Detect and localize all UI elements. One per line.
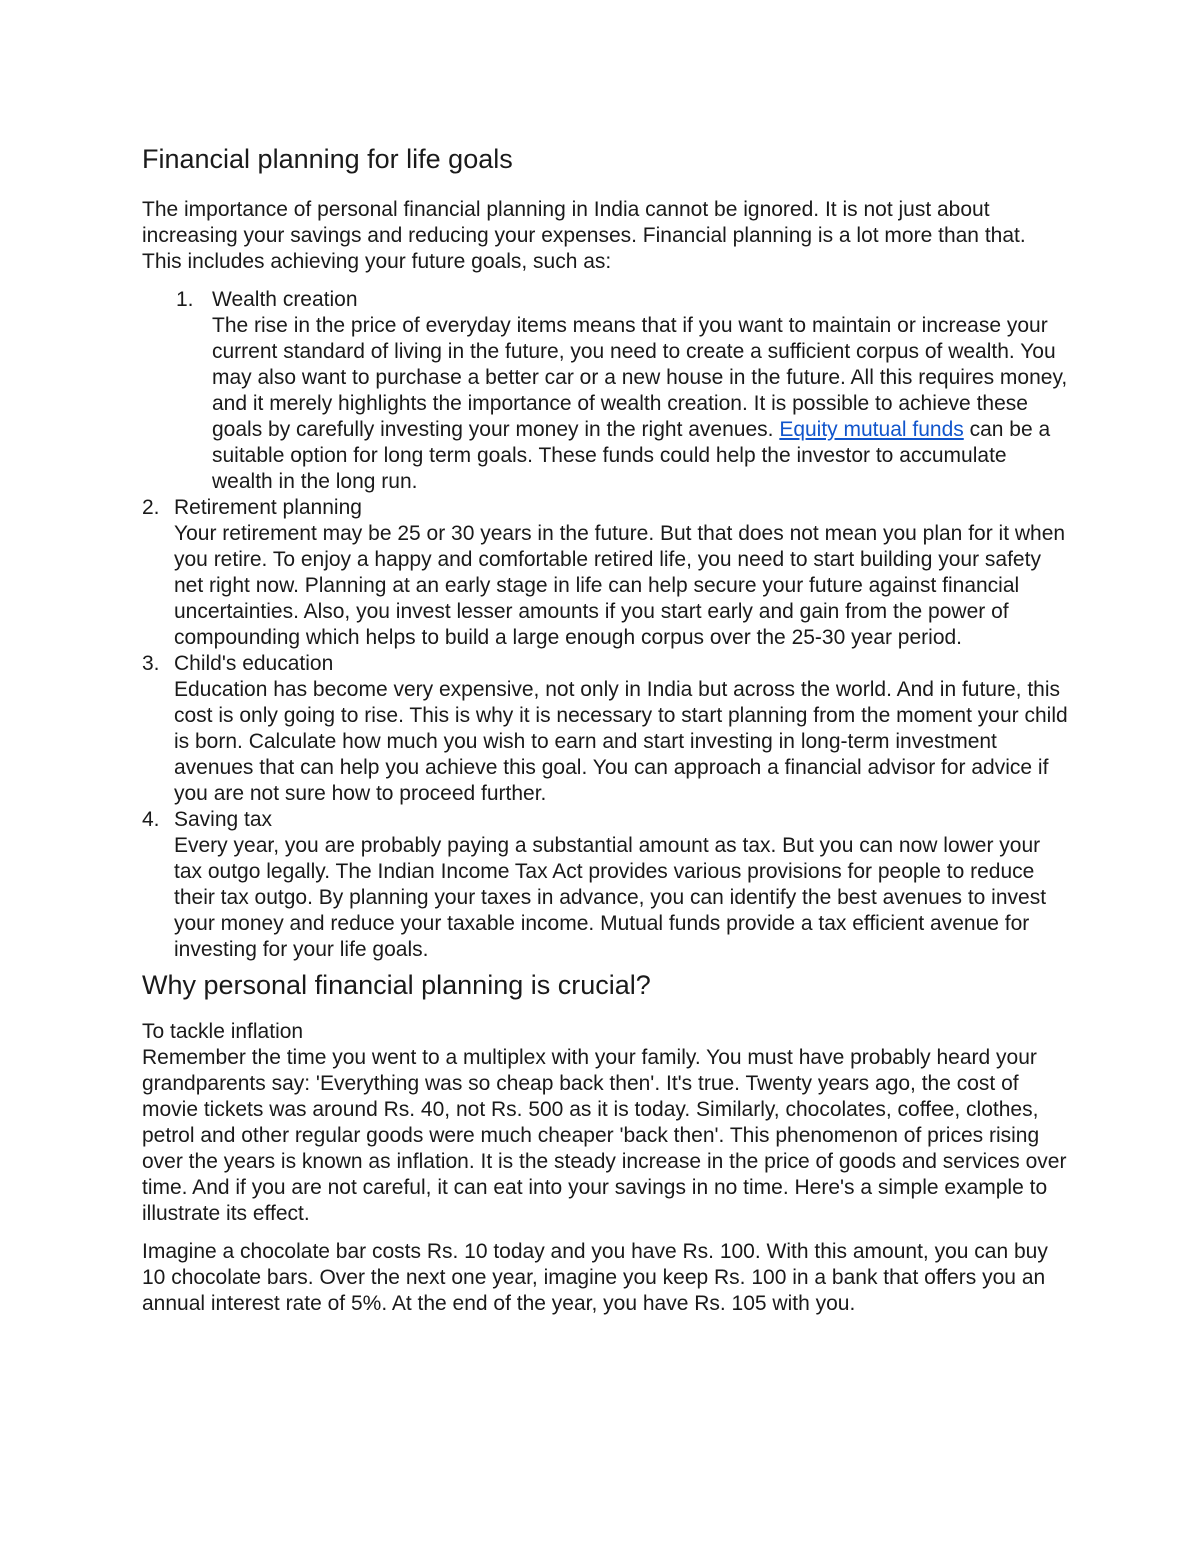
goal-body-text: The rise in the price of everyday items means that if you want to maintain or increase your current standard of living in the future, you need to create a sufficient corpus of wealth. You may also want to purchase a better car or a new house in the future. All this requires money, and it merely highlights the importance of wealth creation. It is possible to achieve these goals by carefully investing your money in the right avenues. xyxy=(212,314,1068,441)
inflation-paragraph: Remember the time you went to a multiplex with your family. You must have probably heard your grandparents say: 'Everything was so cheap back then'. It's true. Twenty years ago, the cost of movie tickets was around Rs. 40, not Rs. 500 as it is today. Similarly, chocolates, coffee, clothes, petrol and other regular goods were much cheaper 'back then'. This phenomenon of prices rising over the years is known as inflation. It is the steady increase in the price of goods and services over time. And if you are not careful, it can eat into your savings in no time. Here's a simple example to illustrate its effect. xyxy=(142,1046,1067,1225)
example-paragraph: Imagine a chocolate bar costs Rs. 10 today and you have Rs. 100. With this amount, you can buy 10 chocolate bars. Over the next one year, imagine you keep Rs. 100 in a bank that offers you an annual interest rate of 5%. At the end of the year, you have Rs. 105 with you. xyxy=(142,1240,1048,1315)
goal-body-text: can be a suitable option for long term goals. These funds could help the investor to accumulate wealth in the long run. xyxy=(212,418,1051,493)
goal-body: Every year, you are probably paying a substantial amount as tax. But you can now lower your tax outgo legally. The Indian Income Tax Act provides various provisions for people to reduce their tax outgo. By planning your taxes in advance, you can identify the best avenues to invest your money and reduce your taxable income. Mutual funds provide a tax efficient avenue for investing for your life goals. xyxy=(174,834,1047,961)
list-marker: 2. xyxy=(142,496,160,519)
intro-paragraph: The importance of personal financial planning in India cannot be ignored. It is not just about increasing your savings and reducing your expenses. Financial planning is a lot more than that. This includes achieving your future goals, such as: xyxy=(142,198,1026,273)
page-title: Financial planning for life goals xyxy=(142,144,513,174)
section-heading: Why personal financial planning is crucial? xyxy=(142,970,651,1000)
goal-title: Retirement planning xyxy=(174,496,362,519)
equity-mutual-funds-link[interactable]: Equity mutual funds xyxy=(779,418,964,441)
list-item xyxy=(142,287,1070,495)
goal-body: Education has become very expensive, not only in India but across the world. And in future, this cost is only going to rise. This is why it is necessary to start planning from the moment your child is born. Calculate how much you wish to earn and start investing in long-term investment avenues that can help you achieve this goal. You can approach a financial advisor for advice if you are not sure how to proceed further. xyxy=(174,678,1068,805)
section-subheading: To tackle inflation xyxy=(142,1020,304,1043)
goal-body xyxy=(212,313,1070,495)
goal-body: Your retirement may be 25 or 30 years in the future. But that does not mean you plan for it when you retire. To enjoy a happy and comfortable retired life, you need to start building your safety net right now. Planning at an early stage in life can help secure your future against financial uncertainties. Also, you invest lesser amounts if you start early and gain from the power of compounding which helps to build a large enough corpus over the 25-30 year period. xyxy=(174,522,1066,649)
list-item xyxy=(142,807,1070,963)
goal-title: Child's education xyxy=(174,652,334,675)
goals-list xyxy=(142,287,1070,963)
goal-title: Wealth creation xyxy=(212,288,358,311)
list-marker: 3. xyxy=(142,652,160,675)
list-item xyxy=(142,651,1070,807)
list-marker: 1. xyxy=(176,288,194,311)
list-item xyxy=(142,495,1070,651)
list-marker: 4. xyxy=(142,808,160,831)
goal-title: Saving tax xyxy=(174,808,273,831)
